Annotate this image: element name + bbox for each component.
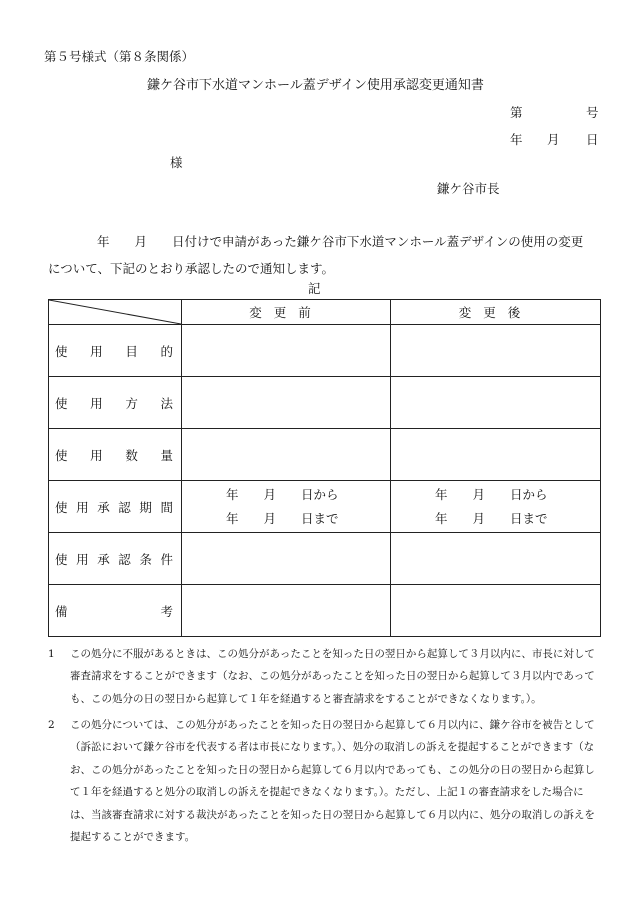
document-title: 鎌ケ谷市下水道マンホール蓋デザイン使用承認変更通知書 — [147, 78, 484, 93]
date-year: 年 — [510, 132, 523, 147]
row-label-remarks — [49, 585, 182, 637]
date-month: 月 — [547, 132, 560, 147]
purpose-before-cell[interactable] — [182, 325, 391, 377]
table-row — [49, 377, 601, 429]
label-char: 数 — [125, 447, 138, 463]
table-row — [49, 429, 601, 481]
label-char: 用 — [90, 447, 103, 463]
number-suffix: 号 — [586, 105, 599, 120]
label-char: 方 — [125, 395, 138, 411]
period-from: 年 月 日から — [435, 486, 548, 502]
label-char: 量 — [160, 447, 173, 463]
label-char: 目 — [125, 343, 138, 359]
label-char: 間 — [160, 499, 173, 515]
ki-heading: 記 — [308, 281, 321, 296]
label-char: 承 — [97, 551, 110, 567]
purpose-after-cell[interactable] — [391, 325, 601, 377]
remarks-after-cell[interactable] — [391, 585, 601, 637]
label-char: 的 — [160, 343, 173, 359]
table-row — [49, 325, 601, 377]
note-number: 2 — [48, 719, 55, 731]
table-row — [49, 533, 601, 585]
label-char: 期 — [139, 499, 152, 515]
quantity-before-cell[interactable] — [182, 429, 391, 481]
remarks-before-cell[interactable] — [182, 585, 391, 637]
period-to: 年 月 日まで — [435, 510, 548, 526]
label-char: 認 — [118, 551, 131, 567]
date-day: 日 — [586, 132, 599, 147]
label-char: 使 — [55, 447, 68, 463]
row-label-method — [49, 377, 182, 429]
label-char: 考 — [160, 603, 173, 619]
note-number: 1 — [48, 648, 55, 660]
period-before-cell[interactable] — [182, 481, 391, 533]
label-char: 用 — [76, 551, 89, 567]
body-text-line1: 年 月 日付けで申請があった鎌ケ谷市下水道マンホール蓋デザインの使用の変更 — [97, 234, 584, 249]
change-table — [48, 299, 601, 637]
condition-before-cell[interactable] — [182, 533, 391, 585]
column-header-after: 変更後 — [391, 300, 601, 325]
diagonal-line — [49, 300, 181, 324]
number-prefix: 第 — [510, 105, 523, 120]
label-char: 法 — [160, 395, 173, 411]
note-2 — [48, 714, 604, 848]
note-text: この処分に不服があるときは、この処分があったことを知った日の翌日から起算して３月以内に、市長に対して審査請求をすることができます（なお、この処分があったことを知った日の翌日から起算して３月以内であっても、この処分の日の翌日から起算して１年を経過すると審査請求をすることができなくなります。）。 — [70, 648, 595, 705]
note-text: この処分については、この処分があったことを知った日の翌日から起算して６月以内に、鎌ケ谷市を被告として（訴訟において鎌ケ谷市を代表する者は市長になります。）、処分の取消しの訴えを提起することができます（なお、この処分があったことを知った日の翌日から起算して６月以内であっても、この処分の日の翌日から起算して１年を経過すると処分の取消しの訴えを提起できなくなります。）。ただし、上記１の審査請求をした場合には、当該審査請求に対する裁決があったことを知った日の翌日から起算して６月以内に、処分の取消しの訴えを提起することができます。 — [70, 719, 595, 844]
method-before-cell[interactable] — [182, 377, 391, 429]
period-to: 年 月 日まで — [226, 510, 339, 526]
column-header-before: 変更前 — [182, 300, 391, 325]
label-char: 使 — [55, 343, 68, 359]
body-text-line2: について、下記のとおり承認したので通知します。 — [48, 261, 335, 276]
row-label-period — [49, 481, 182, 533]
label-char: 用 — [90, 343, 103, 359]
condition-after-cell[interactable] — [391, 533, 601, 585]
label-char: 用 — [76, 499, 89, 515]
label-char: 備 — [55, 603, 68, 619]
recipient-suffix: 様 — [170, 155, 183, 170]
row-label-quantity — [49, 429, 182, 481]
issuer: 鎌ケ谷市長 — [437, 181, 500, 196]
form-number: 第５号様式（第８条関係） — [44, 49, 195, 64]
label-char: 使 — [55, 395, 68, 411]
note-1 — [48, 643, 604, 710]
table-row — [49, 585, 601, 637]
quantity-after-cell[interactable] — [391, 429, 601, 481]
label-char: 条 — [139, 551, 152, 567]
label-char: 使 — [55, 499, 68, 515]
label-char: 認 — [118, 499, 131, 515]
method-after-cell[interactable] — [391, 377, 601, 429]
row-label-condition — [49, 533, 182, 585]
label-char: 承 — [97, 499, 110, 515]
period-after-cell[interactable] — [391, 481, 601, 533]
label-char: 使 — [55, 551, 68, 567]
row-label-purpose — [49, 325, 182, 377]
diagonal-header-cell — [49, 300, 182, 325]
label-char: 用 — [90, 395, 103, 411]
label-char: 件 — [160, 551, 173, 567]
period-from: 年 月 日から — [226, 486, 339, 502]
table-row — [49, 481, 601, 533]
